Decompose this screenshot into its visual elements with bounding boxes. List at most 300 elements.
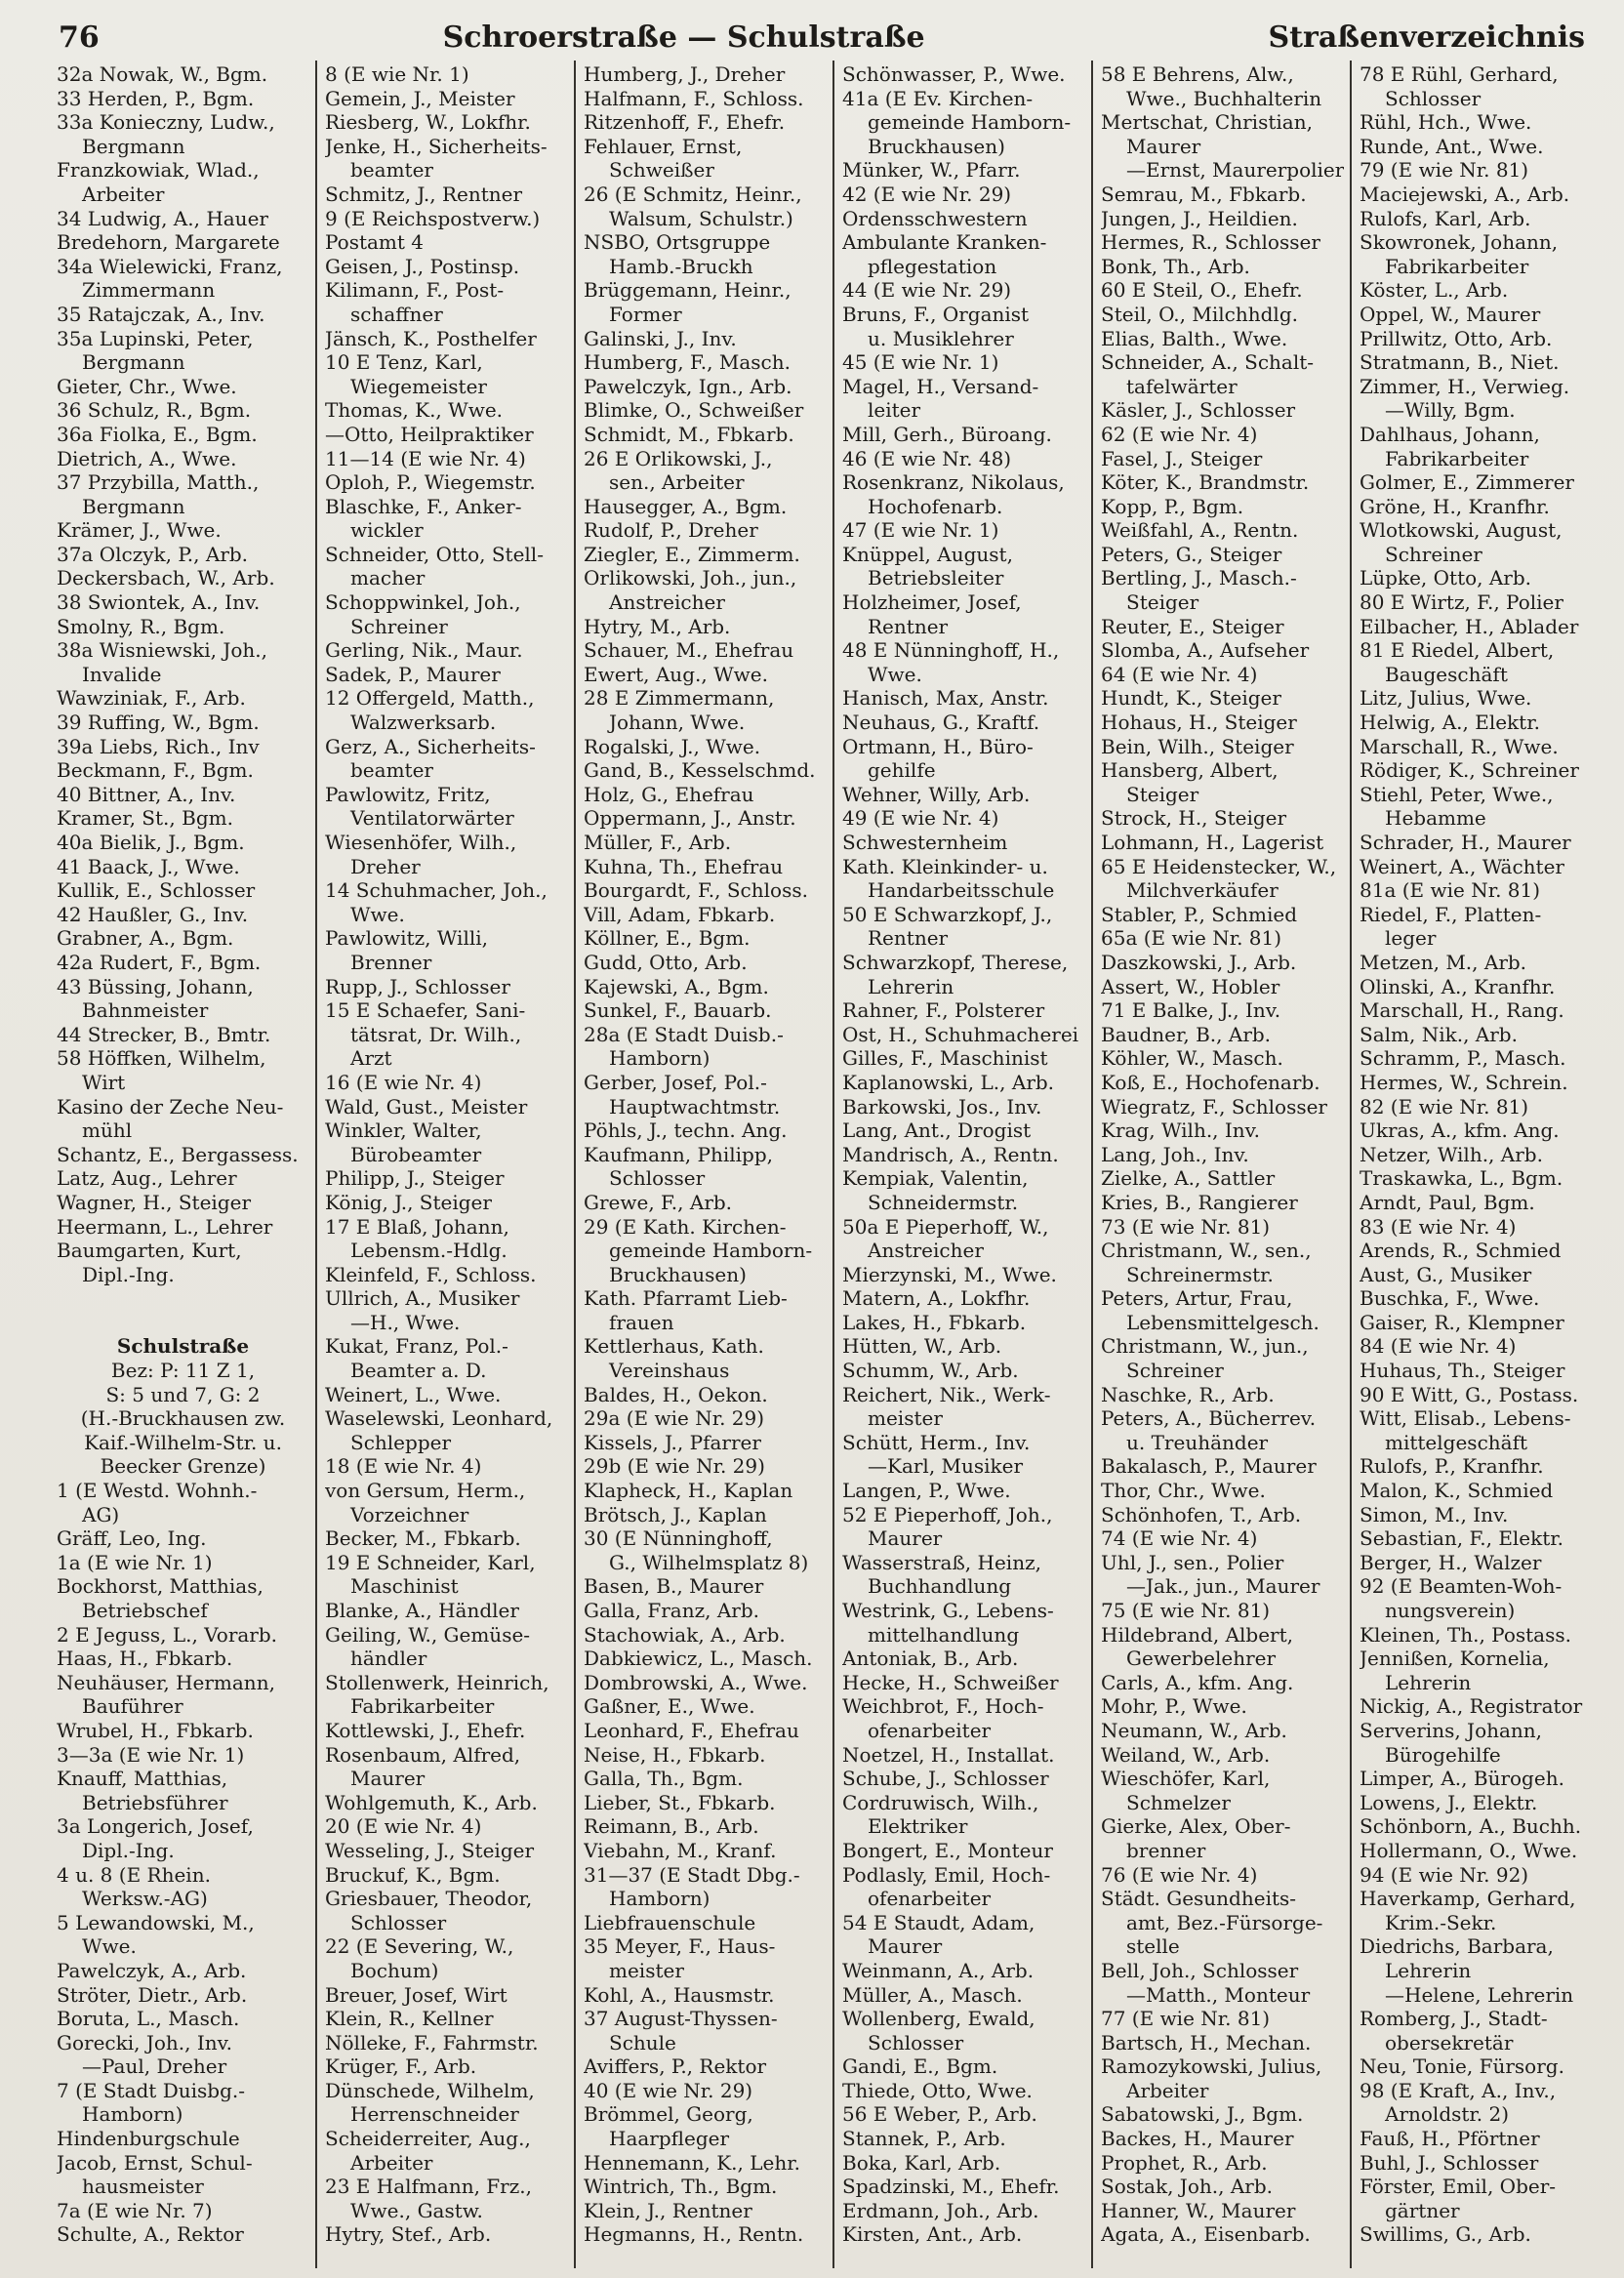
directory-entry-line: 76 (E wie Nr. 4) <box>1101 1862 1258 1887</box>
directory-entry-line: Schmitz, J., Rentner <box>325 182 523 206</box>
directory-entry-line: Bell, Joh., Schlosser <box>1101 1958 1299 1982</box>
directory-entry-line: Gräff, Leo, Ing. <box>57 1526 207 1551</box>
directory-entry-line: Pawlowitz, Fritz, <box>325 782 491 806</box>
section-heading-line: Bez: P: 11 Z 1, <box>110 1359 256 1383</box>
directory-entry-line: Schütt, Herm., Inv. <box>842 1430 1031 1454</box>
directory-entry-line: wickler <box>350 518 424 543</box>
directory-entry-line: Gemein, J., Meister <box>325 86 515 110</box>
directory-entry-line: Kleinfeld, F., Schloss. <box>325 1262 537 1286</box>
directory-entry-line: 42 Haußler, G., Inv. <box>57 902 249 926</box>
directory-entry-line: Zimmermann <box>82 278 216 303</box>
directory-entry-line: leger <box>1385 926 1437 951</box>
directory-entry-line: 19 E Schneider, Karl, <box>325 1550 536 1574</box>
directory-entry-line: Dreher <box>350 854 421 878</box>
directory-entry-line: Rahner, F., Polsterer <box>842 998 1045 1023</box>
directory-entry-line: mittelhandlung <box>868 1622 1020 1647</box>
directory-entry-line: Uhl, J., sen., Polier <box>1101 1550 1284 1574</box>
directory-entry-line: Gorecki, Joh., Inv. <box>57 2030 232 2054</box>
directory-entry-line: Wwe., Gastw. <box>350 2198 483 2222</box>
directory-entry-line: Bergmann <box>82 494 185 518</box>
directory-entry-line: Sabatowski, J., Bgm. <box>1101 2102 1304 2127</box>
directory-entry-line: Gandi, E., Bgm. <box>842 2054 998 2079</box>
directory-entry-line: Spadzinski, M., Ehefr. <box>842 2175 1060 2199</box>
directory-entry-line: Schauer, M., Ehefrau <box>584 638 794 663</box>
directory-entry-line: Ventilatorwärter <box>350 806 514 831</box>
directory-entry-line: Klein, R., Kellner <box>325 2007 494 2031</box>
directory-entry-line: Malon, K., Schmied <box>1360 1479 1554 1503</box>
directory-entry-line: schaffner <box>350 302 443 326</box>
directory-entry-line: Kleinen, Th., Postass. <box>1360 1622 1571 1647</box>
directory-entry-line: Müller, F., Arb. <box>584 831 732 854</box>
directory-entry-line: —Willy, Bgm. <box>1385 398 1516 423</box>
directory-entry-line: 80 E Wirtz, F., Polier <box>1360 590 1563 615</box>
directory-entry-line: Hanner, W., Maurer <box>1101 2198 1296 2222</box>
directory-entry-line: Nickig, A., Registrator <box>1360 1694 1583 1719</box>
directory-entry-line: Hausegger, A., Bgm. <box>584 494 788 518</box>
directory-entry-line: Dombrowski, A., Wwe. <box>584 1670 808 1694</box>
directory-entry-line: Huhaus, Th., Steiger <box>1360 1359 1565 1383</box>
directory-entry-line: Rühl, Hch., Wwe. <box>1360 110 1532 135</box>
directory-entry-line: Helwig, A., Elektr. <box>1360 711 1540 735</box>
directory-entry-line: Maciejewski, A., Arb. <box>1360 182 1570 206</box>
directory-entry-line: Peters, Artur, Frau, <box>1101 1286 1293 1311</box>
directory-entry-line: König, J., Steiger <box>325 1190 492 1214</box>
directory-entry-line: Postamt 4 <box>325 230 424 255</box>
directory-entry-line: Wohlgemuth, K., Arb. <box>325 1790 538 1814</box>
directory-entry-line: Basen, B., Maurer <box>584 1574 764 1599</box>
directory-entry-line: Schumm, W., Arb. <box>842 1359 1019 1383</box>
directory-entry-line: 26 (E Schmitz, Heinr., <box>584 182 802 206</box>
directory-entry-line: Schube, J., Schlosser <box>842 1767 1049 1791</box>
directory-entry-line: 26 E Orlikowski, J., <box>584 446 773 470</box>
directory-entry-line: Langen, P., Wwe. <box>842 1479 1011 1503</box>
directory-entry-line: 64 (E wie Nr. 4) <box>1101 662 1258 686</box>
directory-entry-line: 65a (E wie Nr. 81) <box>1101 926 1282 951</box>
directory-entry-line: Podlasly, Emil, Hoch- <box>842 1862 1051 1887</box>
directory-entry-line: 30 (E Nünninghoff, <box>584 1526 773 1551</box>
directory-entry-line: Schreiner <box>1126 1359 1224 1383</box>
directory-entry-line: 40 (E wie Nr. 29) <box>584 2078 753 2102</box>
directory-entry-line: 81 E Riedel, Albert, <box>1360 638 1555 663</box>
directory-entry-line: 74 (E wie Nr. 4) <box>1101 1526 1258 1551</box>
directory-entry-line: Ramozykowski, Julius, <box>1101 2054 1322 2079</box>
directory-entry-line: Arndt, Paul, Bgm. <box>1360 1190 1535 1214</box>
directory-entry-line: obersekretär <box>1385 2030 1514 2054</box>
directory-entry-line: —Matth., Monteur <box>1126 1982 1311 2007</box>
directory-entry-line: 42 (E wie Nr. 29) <box>842 182 1012 206</box>
directory-entry-line: Semrau, M., Fbkarb. <box>1101 182 1307 206</box>
directory-entry-line: Wiesenhöfer, Wilh., <box>325 831 517 854</box>
directory-entry-line: Mierzynski, M., Wwe. <box>842 1262 1057 1286</box>
directory-entry-line: Sebastian, F., Elektr. <box>1360 1526 1564 1551</box>
directory-entry-line: Hennemann, K., Lehr. <box>584 2150 800 2175</box>
page-number: 76 <box>59 20 100 55</box>
directory-entry-line: Viebahn, M., Kranf. <box>584 1838 777 1862</box>
directory-entry-line: tätsrat, Dr. Wilh., <box>350 1022 522 1046</box>
directory-entry-line: Bonk, Th., Arb. <box>1101 254 1250 278</box>
directory-entry-line: Fasel, J., Steiger <box>1101 446 1263 470</box>
directory-entry-line: Jacob, Ernst, Schul- <box>57 2150 253 2175</box>
directory-entry-line: Gand, B., Kesselschmd. <box>584 758 816 783</box>
directory-entry-line: Bredehorn, Margarete <box>57 230 280 255</box>
directory-entry-line: Wwe., Buchhalterin <box>1126 86 1322 110</box>
directory-entry-line: Simon, M., Inv. <box>1360 1502 1509 1526</box>
directory-entry-line: Mohr, P., Wwe. <box>1101 1694 1247 1719</box>
directory-entry-line: Slomba, A., Aufseher <box>1101 638 1310 663</box>
directory-entry-line: Rosenbaum, Alfred, <box>325 1742 521 1767</box>
directory-entry-line: Werksw.-AG) <box>82 1887 208 1911</box>
directory-entry-line: Schule <box>609 2030 676 2054</box>
column-3 <box>574 61 831 2268</box>
directory-entry-line: Hütten, W., Arb. <box>842 1334 1002 1359</box>
directory-entry-line: Stiehl, Peter, Wwe., <box>1360 782 1554 806</box>
directory-entry-line: Neumann, W., Arb. <box>1101 1718 1287 1742</box>
directory-entry-line: Kaufmann, Philipp, <box>584 1142 774 1166</box>
directory-entry-line: Wintrich, Th., Bgm. <box>584 2175 778 2199</box>
directory-entry-line: Schweißer <box>609 158 714 183</box>
spacer <box>57 1286 309 1311</box>
directory-entry-line: Ost, H., Schuhmacherei <box>842 1022 1079 1046</box>
directory-entry-line: Arbeiter <box>82 182 165 206</box>
directory-entry-line: Fauß, H., Pförtner <box>1360 2127 1540 2151</box>
directory-entry-line: Salm, Nik., Arb. <box>1360 1022 1518 1046</box>
directory-entry-line: Ukras, A., kfm. Ang. <box>1360 1119 1560 1143</box>
directory-entry-line: Fabrikarbeiter <box>350 1694 495 1719</box>
directory-entry-line: Wollenberg, Ewald, <box>842 2007 1035 2031</box>
directory-entry-line: Lang, Joh., Inv. <box>1101 1142 1249 1166</box>
directory-entry-line: Dabkiewicz, L., Masch. <box>584 1647 813 1671</box>
directory-entry-line: Geisen, J., Postinsp. <box>325 254 520 278</box>
directory-entry-line: 62 (E wie Nr. 4) <box>1101 422 1258 446</box>
directory-entry-line: 33 Herden, P., Bgm. <box>57 86 255 110</box>
directory-entry-line: Bergmann <box>82 350 185 375</box>
directory-entry-line: Litz, Julius, Wwe. <box>1360 686 1532 711</box>
directory-entry-line: Hecke, H., Schweißer <box>842 1670 1059 1694</box>
directory-entry-line: Bruckhausen) <box>868 134 1005 158</box>
directory-columns <box>57 61 1606 2268</box>
directory-entry-line: 73 (E wie Nr. 81) <box>1101 1214 1271 1239</box>
directory-entry-line: Lowens, J., Elektr. <box>1360 1790 1538 1814</box>
directory-entry-line: Gilles, F., Maschinist <box>842 1046 1048 1071</box>
directory-entry-line: Wwe. <box>350 902 405 926</box>
directory-entry-line: 65 E Heidenstecker, W., <box>1101 854 1337 878</box>
directory-entry-line: Kilimann, F., Post- <box>325 278 505 303</box>
directory-entry-line: 23 E Halfmann, Frz., <box>325 2175 532 2199</box>
directory-entry-line: Galla, Th., Bgm. <box>584 1767 744 1791</box>
directory-entry-line: Gerz, A., Sicherheits- <box>325 734 536 758</box>
directory-entry-line: Aust, G., Musiker <box>1360 1262 1532 1286</box>
directory-entry-line: Blanke, A., Händler <box>325 1599 519 1622</box>
directory-entry-line: Kajewski, A., Bgm. <box>584 974 769 998</box>
directory-entry-line: Kramer, St., Bgm. <box>57 806 233 831</box>
directory-entry-line: Schlosser <box>1385 86 1482 110</box>
directory-entry-line: Neuhaus, G., Kraftf. <box>842 711 1040 735</box>
directory-entry-line: 43 Büssing, Johann, <box>57 974 254 998</box>
directory-entry-line: Dipl.-Ing. <box>82 1838 175 1862</box>
section-heading-line: (H.-Bruckhausen zw. <box>80 1406 286 1431</box>
directory-entry-line: 18 (E wie Nr. 4) <box>325 1454 482 1479</box>
directory-entry-line: Bruckuf, K., Bgm. <box>325 1862 501 1887</box>
directory-entry-line: Maurer <box>350 1767 426 1791</box>
directory-entry-line: Zielke, A., Sattler <box>1101 1166 1276 1191</box>
running-head: Straßenverzeichnis <box>1268 20 1585 55</box>
directory-entry-line: Bürobeamter <box>350 1142 482 1166</box>
directory-entry-line: Anstreicher <box>868 1239 984 1263</box>
directory-entry-line: meister <box>868 1406 943 1431</box>
directory-entry-line: Vereinshaus <box>609 1359 730 1383</box>
directory-entry-line: Dipl.-Ing. <box>82 1262 175 1286</box>
directory-entry-line: Schramm, P., Masch. <box>1360 1046 1566 1071</box>
directory-entry-line: Marschall, R., Wwe. <box>1360 734 1559 758</box>
directory-entry-line: Breuer, Josef, Wirt <box>325 1982 508 2007</box>
directory-entry-line: Christmann, W., sen., <box>1101 1239 1312 1263</box>
directory-entry-line: Rulofs, P., Kranfhr. <box>1360 1454 1544 1479</box>
directory-entry-line: 10 E Tenz, Karl, <box>325 350 483 375</box>
directory-entry-line: Gerber, Josef, Pol.- <box>584 1070 767 1094</box>
directory-entry-line: Stannek, P., Arb. <box>842 2127 1006 2151</box>
directory-entry-line: gehilfe <box>868 758 936 783</box>
directory-entry-line: Orlikowski, Joh., jun., <box>584 566 797 590</box>
directory-entry-line: Rödiger, K., Schreiner <box>1360 758 1579 783</box>
page-header <box>59 16 1585 59</box>
directory-entry-line: Kettlerhaus, Kath. <box>584 1334 764 1359</box>
directory-entry-line: Köhler, W., Masch. <box>1101 1046 1283 1071</box>
directory-entry-line: Schreiner <box>1385 542 1482 566</box>
directory-entry-line: Arbeiter <box>350 2150 433 2175</box>
directory-entry-line: Romberg, J., Stadt- <box>1360 2007 1548 2031</box>
directory-entry-line: Kuhna, Th., Ehefrau <box>584 854 784 878</box>
directory-entry-line: Thomas, K., Wwe. <box>325 398 504 423</box>
directory-entry-line: Ewert, Aug., Wwe. <box>584 662 768 686</box>
directory-entry-line: 77 (E wie Nr. 81) <box>1101 2007 1271 2031</box>
directory-entry-line: NSBO, Ortsgruppe <box>584 230 771 255</box>
directory-entry-line: Bein, Wilh., Steiger <box>1101 734 1294 758</box>
directory-entry-line: 44 (E wie Nr. 29) <box>842 278 1012 303</box>
directory-entry-line: Rupp, J., Schlosser <box>325 974 510 998</box>
directory-entry-line: 39 Ruffing, W., Bgm. <box>57 711 260 735</box>
directory-entry-line: Arzt <box>350 1046 392 1071</box>
directory-entry-line: Grewe, F., Arb. <box>584 1190 733 1214</box>
directory-entry-line: 84 (E wie Nr. 4) <box>1360 1334 1517 1359</box>
directory-entry-line: Jennißen, Kornelia, <box>1360 1647 1550 1671</box>
directory-entry-line: 1a (E wie Nr. 1) <box>57 1550 213 1574</box>
directory-entry-line: Maschinist <box>350 1574 459 1599</box>
directory-entry-line: Prophet, R., Arb. <box>1101 2150 1268 2175</box>
directory-entry-line: gemeinde Hamborn- <box>868 110 1072 135</box>
directory-entry-line: 78 E Rühl, Gerhard, <box>1360 62 1559 86</box>
directory-entry-line: Schlosser <box>350 1910 447 1934</box>
directory-entry-line: Knüppel, August, <box>842 542 1013 566</box>
directory-entry-line: Hindenburgschule <box>57 2127 240 2151</box>
directory-entry-line: Walzwerksarb. <box>350 711 497 735</box>
directory-entry-line: —H., Wwe. <box>350 1310 461 1334</box>
directory-entry-line: Schönborn, A., Buchh. <box>1360 1814 1582 1839</box>
directory-entry-line: Städt. Gesundheits- <box>1101 1887 1297 1911</box>
directory-entry-line: 35 Meyer, F., Haus- <box>584 1934 776 1959</box>
directory-entry-line: Wesseling, J., Steiger <box>325 1838 535 1862</box>
directory-entry-line: ofenarbeiter <box>868 1718 992 1742</box>
directory-entry-line: Hollermann, O., Wwe. <box>1360 1838 1578 1862</box>
directory-entry-line: Antoniak, B., Arb. <box>842 1647 1019 1671</box>
directory-entry-line: Baldes, H., Oekon. <box>584 1382 768 1406</box>
directory-entry-line: Erdmann, Joh., Arb. <box>842 2198 1039 2222</box>
directory-entry-line: Haas, H., Fbkarb. <box>57 1647 233 1671</box>
directory-entry-line: Neu, Tonie, Fürsorg. <box>1360 2054 1564 2079</box>
directory-entry-line: Schreinermstr. <box>1126 1262 1274 1286</box>
directory-entry-line: Wald, Gust., Meister <box>325 1094 528 1119</box>
directory-entry-line: 29b (E wie Nr. 29) <box>584 1454 765 1479</box>
directory-entry-line: Swillims, G., Arb. <box>1360 2222 1531 2247</box>
directory-entry-line: Gudd, Otto, Arb. <box>584 950 748 974</box>
directory-entry-line: 9 (E Reichspostverw.) <box>325 206 541 230</box>
directory-entry-line: Bongert, E., Monteur <box>842 1838 1053 1862</box>
directory-entry-line: Hytry, M., Arb. <box>584 614 731 638</box>
directory-entry-line: —Helene, Lehrerin <box>1385 1982 1574 2007</box>
directory-entry-line: Jänsch, K., Posthelfer <box>325 326 537 350</box>
directory-entry-line: 8 (E wie Nr. 1) <box>325 62 469 86</box>
directory-entry-line: Beamter a. D. <box>350 1359 487 1383</box>
directory-entry-line: Schulte, A., Rektor <box>57 2222 244 2247</box>
directory-entry-line: Bahnmeister <box>82 998 209 1023</box>
directory-entry-line: Lüpke, Otto, Arb. <box>1360 566 1532 590</box>
directory-entry-line: Gewerbelehrer <box>1126 1647 1277 1671</box>
directory-entry-line: Mandrisch, A., Rentn. <box>842 1142 1059 1166</box>
directory-entry-line: Pöhls, J., techn. Ang. <box>584 1119 788 1143</box>
directory-entry-line: Betriebsleiter <box>868 566 1004 590</box>
directory-entry-line: Weiland, W., Arb. <box>1101 1742 1271 1767</box>
directory-entry-line: 15 E Schaefer, Sani- <box>325 998 526 1023</box>
directory-entry-line: Weichbrot, F., Hoch- <box>842 1694 1044 1719</box>
directory-entry-line: Hansberg, Albert, <box>1101 758 1279 783</box>
directory-entry-line: Ambulante Kranken- <box>842 230 1047 255</box>
directory-entry-line: Baugeschäft <box>1385 662 1508 686</box>
directory-entry-line: 46 (E wie Nr. 48) <box>842 446 1012 470</box>
directory-entry-line: Schneider, A., Schalt- <box>1101 350 1315 375</box>
directory-entry-line: Johann, Wwe. <box>609 711 746 735</box>
directory-entry-line: Waselewski, Leonhard, <box>325 1406 553 1431</box>
directory-entry-line: Betriebschef <box>82 1599 208 1622</box>
directory-entry-line: Aviffers, P., Rektor <box>584 2054 767 2079</box>
directory-entry-line: Rulofs, Karl, Arb. <box>1360 206 1531 230</box>
directory-entry-line: —Jak., jun., Maurer <box>1126 1574 1320 1599</box>
directory-entry-line: Leonhard, F., Ehefrau <box>584 1718 799 1742</box>
directory-entry-line: Reuter, E., Steiger <box>1101 614 1284 638</box>
directory-entry-line: Pawlowitz, Willi, <box>325 926 488 951</box>
directory-entry-line: Arbeiter <box>1126 2078 1209 2102</box>
directory-entry-line: Stratmann, B., Niet. <box>1360 350 1560 375</box>
directory-entry-line: Ordensschwestern <box>842 206 1028 230</box>
directory-entry-line: 31—37 (E Stadt Dbg.- <box>584 1862 800 1887</box>
directory-entry-line: Weinert, A., Wächter <box>1360 854 1564 878</box>
directory-entry-line: Müller, A., Masch. <box>842 1982 1023 2007</box>
directory-entry-line: Thiede, Otto, Wwe. <box>842 2078 1033 2102</box>
directory-entry-line: 5 Lewandowski, M., <box>57 1910 255 1934</box>
directory-entry-line: 36a Fiolka, E., Bgm. <box>57 422 258 446</box>
directory-entry-line: 33a Konieczny, Ludw., <box>57 110 275 135</box>
directory-entry-line: Krag, Wilh., Inv. <box>1101 1119 1260 1143</box>
directory-entry-line: stelle <box>1126 1934 1180 1959</box>
directory-entry-line: 29 (E Kath. Kirchen- <box>584 1214 787 1239</box>
directory-entry-line: 39a Liebs, Rich., Inv <box>57 734 260 758</box>
directory-entry-line: Lehrerin <box>868 974 954 998</box>
directory-entry-line: mittelgeschäft <box>1385 1430 1528 1454</box>
page-title: Schroerstraße — Schulstraße <box>442 20 925 55</box>
column-1 <box>57 61 313 2268</box>
directory-entry-line: Schmelzer <box>1126 1790 1231 1814</box>
directory-entry-line: Schönhofen, T., Arb. <box>1101 1502 1302 1526</box>
directory-entry-line: 40a Bielik, J., Bgm. <box>57 831 245 854</box>
directory-entry-line: Agata, A., Eisenbarb. <box>1101 2222 1311 2247</box>
directory-entry-line: Hamb.-Bruckh <box>609 254 753 278</box>
directory-entry-line: Sostak, Joh., Arb. <box>1101 2175 1273 2199</box>
directory-entry-line: Thor, Chr., Wwe. <box>1101 1479 1266 1503</box>
directory-entry-line: Arends, R., Schmied <box>1360 1239 1562 1263</box>
directory-entry-line: Knauff, Matthias, <box>57 1767 228 1791</box>
directory-entry-line: mühl <box>82 1119 133 1143</box>
directory-entry-line: Kopp, P., Bgm. <box>1101 494 1244 518</box>
directory-entry-line: Stachowiak, A., Arb. <box>584 1622 786 1647</box>
directory-entry-line: Kukat, Franz, Pol.- <box>325 1334 508 1359</box>
directory-entry-line: Schwarzkopf, Therese, <box>842 950 1069 974</box>
directory-entry-line: Gaßner, E., Wwe. <box>584 1694 755 1719</box>
directory-entry-line: Gaiser, R., Klempner <box>1360 1310 1564 1334</box>
directory-entry-line: Dahlhaus, Johann, <box>1360 422 1540 446</box>
directory-entry-line: Hytry, Stef., Arb. <box>325 2222 492 2247</box>
directory-entry-line: 35a Lupinski, Peter, <box>57 326 254 350</box>
directory-entry-line: Schlepper <box>350 1430 452 1454</box>
directory-entry-line: Heermann, L., Lehrer <box>57 1214 273 1239</box>
directory-entry-line: Rogalski, J., Wwe. <box>584 734 761 758</box>
directory-entry-line: Gerling, Nik., Maur. <box>325 638 523 663</box>
directory-entry-line: Schneider, Otto, Stell- <box>325 542 544 566</box>
directory-entry-line: —Paul, Dreher <box>82 2054 227 2079</box>
directory-entry-line: Bauführer <box>82 1694 183 1719</box>
directory-entry-line: Naschke, R., Arb. <box>1101 1382 1275 1406</box>
directory-entry-line: Baudner, B., Arb. <box>1101 1022 1272 1046</box>
directory-entry-line: Kempiak, Valentin, <box>842 1166 1029 1191</box>
directory-entry-line: u. Treuhänder <box>1126 1430 1269 1454</box>
directory-entry-line: 44 Strecker, B., Bmtr. <box>57 1022 271 1046</box>
directory-entry-line: —Karl, Musiker <box>868 1454 1024 1479</box>
directory-entry-line: Schrader, H., Maurer <box>1360 831 1571 854</box>
directory-entry-line: Münker, W., Pfarr. <box>842 158 1021 183</box>
directory-entry-line: Galinski, J., Inv. <box>584 326 737 350</box>
directory-entry-line: 36 Schulz, R., Bgm. <box>57 398 252 423</box>
directory-entry-line: Kasino der Zeche Neu- <box>57 1094 284 1119</box>
directory-entry-line: Gröne, H., Kranfhr. <box>1360 494 1550 518</box>
directory-entry-line: Kath. Pfarramt Lieb- <box>584 1286 788 1311</box>
directory-entry-line: Former <box>609 302 682 326</box>
directory-entry-line: Jenke, H., Sicherheits- <box>325 134 548 158</box>
directory-entry-line: Elektriker <box>868 1814 968 1839</box>
directory-entry-line: Boruta, L., Masch. <box>57 2007 240 2031</box>
directory-entry-line: meister <box>609 1958 684 1982</box>
directory-entry-line: frauen <box>609 1310 674 1334</box>
column-6 <box>1350 61 1606 2268</box>
directory-entry-line: 82 (E wie Nr. 81) <box>1360 1094 1529 1119</box>
directory-entry-line: Pawelczyk, A., Arb. <box>57 1958 247 1982</box>
directory-entry-line: 81a (E wie Nr. 81) <box>1360 878 1541 903</box>
directory-entry-line: Witt, Elisab., Lebens- <box>1360 1406 1571 1431</box>
directory-entry-line: AG) <box>82 1502 120 1526</box>
directory-entry-line: Liebfrauenschule <box>584 1910 756 1934</box>
directory-entry-line: Invalide <box>82 662 162 686</box>
directory-entry-line: Dünschede, Wilhelm, <box>325 2078 535 2102</box>
directory-entry-line: Brüggemann, Heinr., <box>584 278 792 303</box>
directory-entry-line: 28a (E Stadt Duisb.- <box>584 1022 784 1046</box>
column-2 <box>315 61 572 2268</box>
directory-entry-line: Maurer <box>868 1934 943 1959</box>
